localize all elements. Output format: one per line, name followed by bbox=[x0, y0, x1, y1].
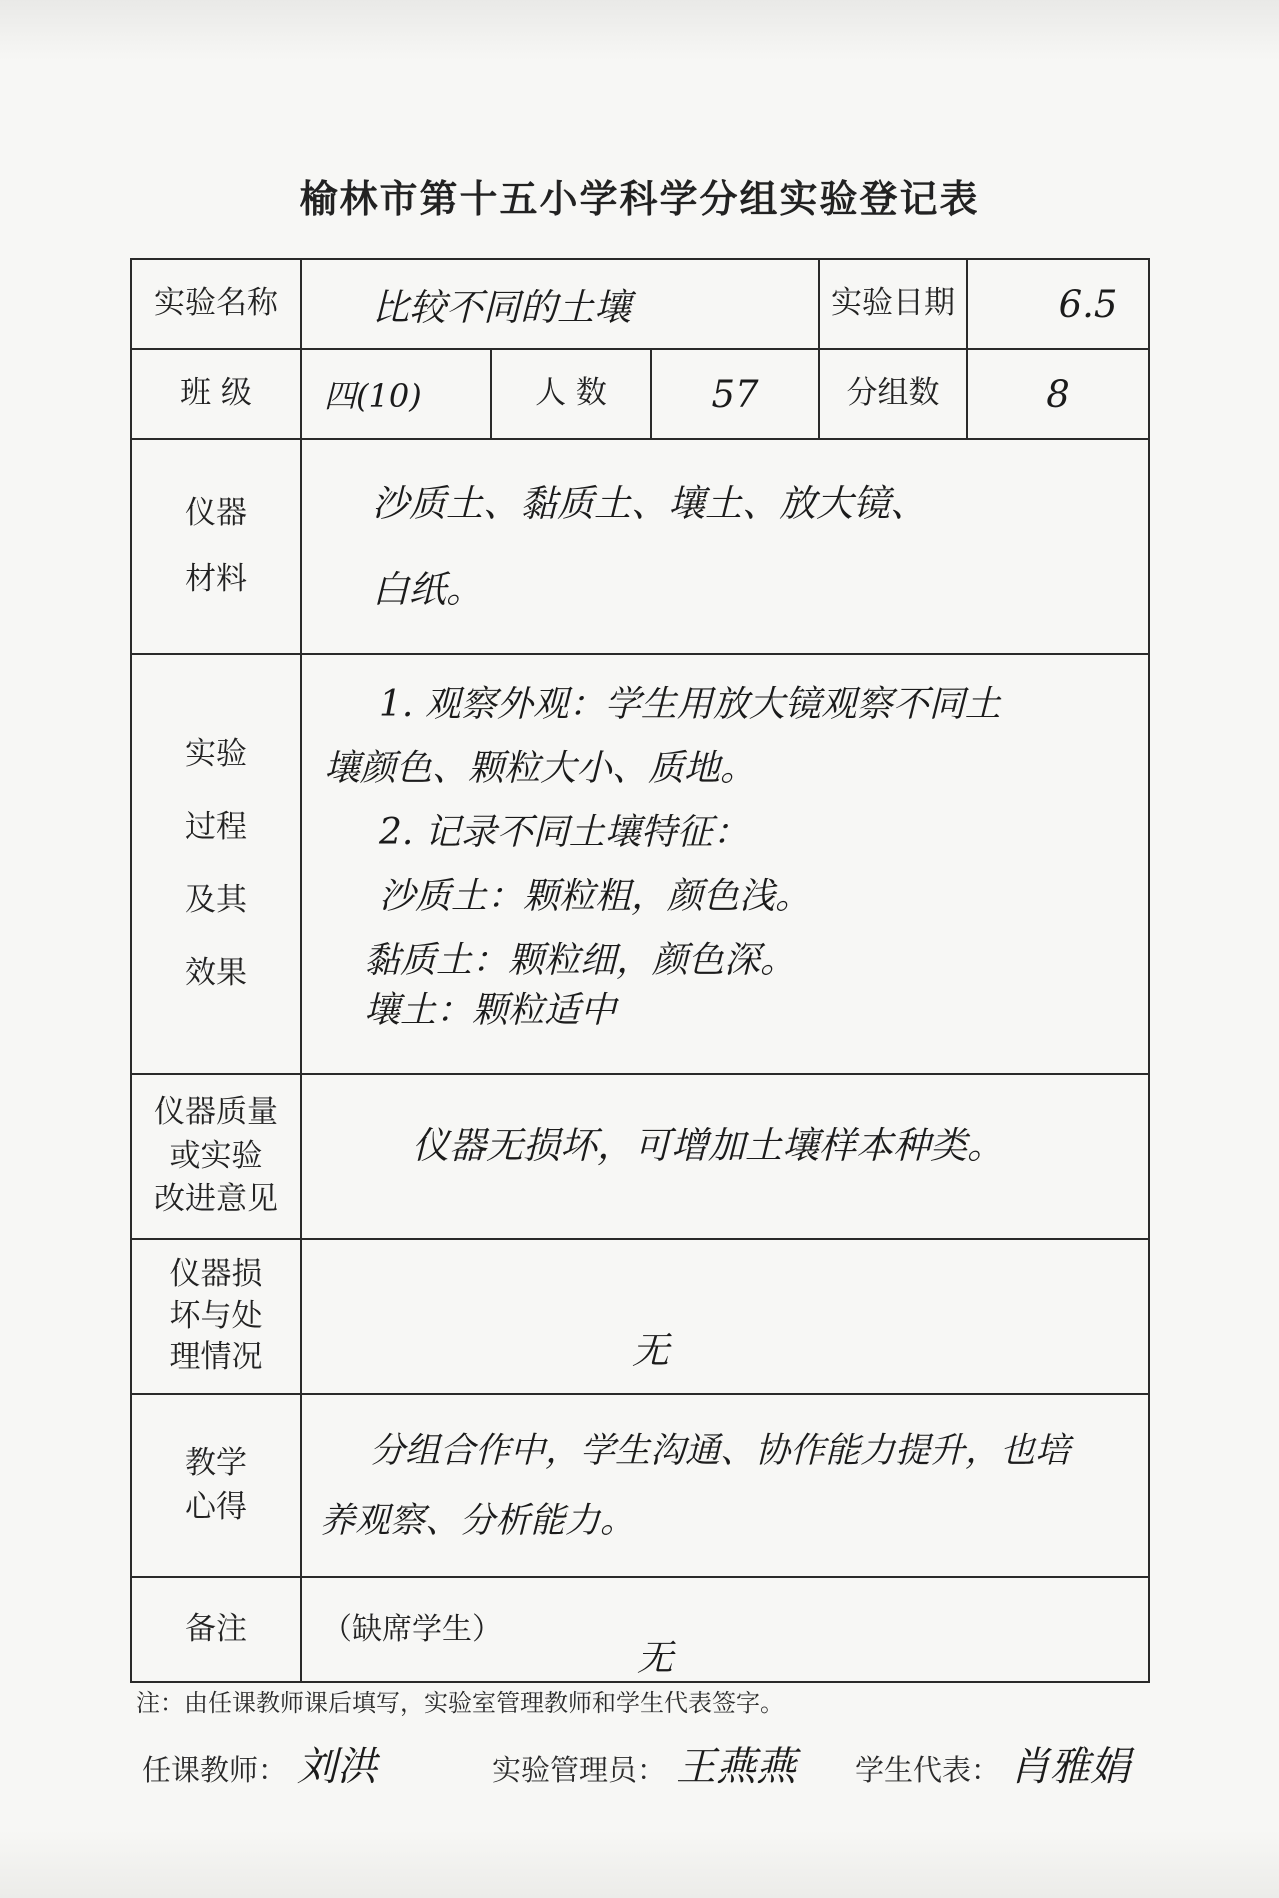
remarks-handwritten: 无 bbox=[637, 1638, 674, 1679]
row-process bbox=[131, 654, 1149, 1074]
student-count-value: 57 bbox=[651, 349, 819, 439]
materials-label-line-1: 仪器 bbox=[185, 495, 247, 532]
teacher-name: 刘洪 bbox=[297, 1744, 378, 1790]
remarks-label: 备注 bbox=[131, 1577, 301, 1682]
reflection-label-line-2: 心得 bbox=[185, 1488, 247, 1525]
experiment-name-label: 实验名称 bbox=[131, 259, 301, 349]
footnote: 注：由任课教师课后填写，实验室管理教师和学生代表签字。 bbox=[136, 1689, 784, 1717]
process-value bbox=[301, 654, 1149, 1074]
page-title: 榆林市第十五小学科学分组实验登记表 bbox=[299, 176, 980, 221]
process-label-line-3: 及其 bbox=[185, 882, 247, 918]
row-damage bbox=[131, 1239, 1149, 1394]
teacher-signature bbox=[142, 1735, 377, 1792]
row-experiment-name bbox=[131, 259, 1149, 349]
process-line: 壤颜色、颗粒大小、质地。 bbox=[324, 748, 757, 790]
reflection-value bbox=[301, 1394, 1149, 1577]
quality-label-line-3: 改进意见 bbox=[154, 1181, 278, 1218]
teacher-label: 任课教师： bbox=[142, 1753, 288, 1787]
reflection-line-2: 养观察、分析能力。 bbox=[320, 1500, 636, 1541]
damage-label-line-1: 仪器损 bbox=[169, 1255, 263, 1292]
row-remarks bbox=[131, 1577, 1149, 1682]
materials-value bbox=[301, 439, 1149, 654]
group-count-value: 8 bbox=[967, 349, 1149, 439]
experiment-name-value: 比较不同的土壤 bbox=[301, 259, 819, 349]
row-materials bbox=[131, 439, 1149, 654]
damage-label-line-3: 理情况 bbox=[169, 1339, 263, 1376]
row-quality bbox=[131, 1074, 1149, 1239]
student-name: 肖雅娟 bbox=[1010, 1744, 1131, 1790]
quality-label-line-1: 仪器质量 bbox=[154, 1094, 278, 1131]
materials-label bbox=[131, 439, 301, 654]
process-label-line-4: 效果 bbox=[185, 954, 247, 991]
row-class-info bbox=[131, 349, 1149, 439]
remarks-value bbox=[301, 1577, 1149, 1682]
experiment-date-label: 实验日期 bbox=[819, 259, 967, 349]
reflection-label bbox=[131, 1394, 301, 1577]
admin-name: 王燕燕 bbox=[676, 1744, 797, 1790]
reflection-line-1: 分组合作中，学生沟通、协作能力提升，也培 bbox=[370, 1430, 1071, 1471]
experiment-register-table bbox=[130, 258, 1150, 1683]
damage-value: 无 bbox=[301, 1239, 1149, 1394]
materials-line-1: 沙质土、黏质土、壤土、放大镜、 bbox=[372, 482, 927, 526]
process-label-line-2: 过程 bbox=[185, 809, 247, 846]
materials-label-line-2: 材料 bbox=[185, 560, 247, 597]
experiment-date-value: 6.5 bbox=[967, 259, 1149, 349]
group-count-label: 分组数 bbox=[819, 349, 967, 439]
materials-line-2: 白纸。 bbox=[372, 567, 483, 611]
quality-value: 仪器无损坏，可增加土壤样本种类。 bbox=[301, 1074, 1149, 1239]
process-line: 沙质土：颗粒粗，颜色浅。 bbox=[379, 876, 812, 918]
process-label bbox=[131, 654, 301, 1074]
damage-label bbox=[131, 1239, 301, 1394]
class-value: 四(10) bbox=[301, 349, 491, 439]
student-count-label: 人 数 bbox=[491, 349, 651, 439]
quality-label bbox=[131, 1074, 301, 1239]
admin-label: 实验管理员： bbox=[492, 1753, 667, 1787]
class-label: 班 级 bbox=[131, 349, 301, 439]
row-reflection bbox=[131, 1394, 1149, 1577]
reflection-label-line-1: 教学 bbox=[185, 1445, 247, 1482]
admin-signature bbox=[492, 1735, 796, 1792]
process-line: 1. 观察外观：学生用放大镜观察不同土 bbox=[379, 684, 1001, 725]
process-line: 2. 记录不同土壤特征： bbox=[379, 812, 749, 854]
student-signature bbox=[855, 1735, 1130, 1792]
process-label-line-1: 实验 bbox=[185, 736, 247, 773]
student-label: 学生代表： bbox=[855, 1753, 1001, 1787]
process-line: 黏质土：颗粒细，颜色深。 bbox=[364, 940, 797, 982]
process-line: 壤土：颗粒适中 bbox=[364, 990, 617, 1032]
quality-label-line-2: 或实验 bbox=[169, 1137, 263, 1174]
remarks-hint: （缺席学生） bbox=[322, 1611, 502, 1647]
damage-label-line-2: 坏与处 bbox=[169, 1297, 263, 1334]
